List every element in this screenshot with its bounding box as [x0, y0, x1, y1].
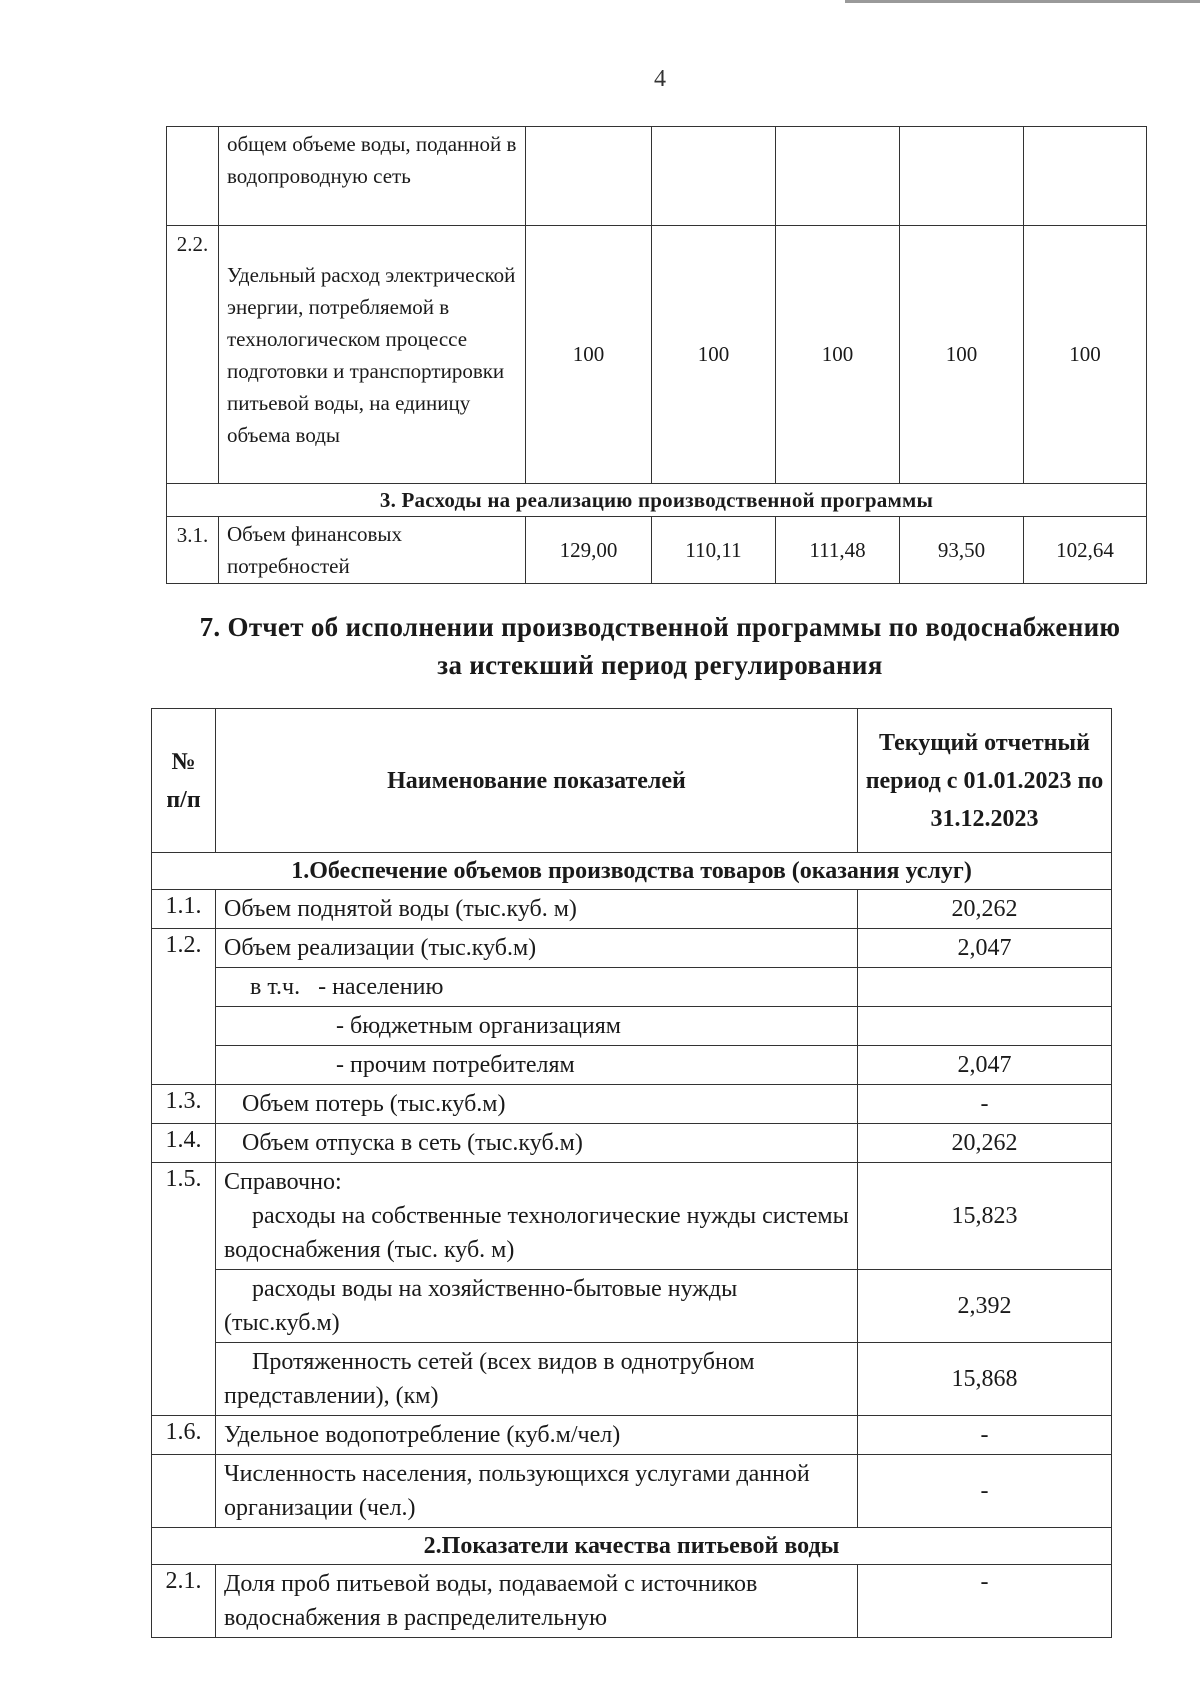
- indicator-name-cell: [216, 1343, 858, 1416]
- table-row: [152, 1007, 1112, 1046]
- header-period: Текущий отчетный период с 01.01.2023 по 31.12.2023: [858, 709, 1112, 853]
- value-cell: [900, 127, 1024, 226]
- value-cell: [526, 127, 652, 226]
- indicator-name-cell: [216, 1163, 858, 1270]
- indicator-name-cell: - прочим потребителям: [216, 1046, 858, 1085]
- header-number: № п/п: [152, 709, 216, 853]
- value-cell: 100: [526, 226, 652, 484]
- value-cell: 15,868: [858, 1343, 1112, 1416]
- value-cell: 20,262: [858, 1124, 1112, 1163]
- row-number-cell: 3.1.: [167, 517, 219, 584]
- indicator-name-cell: Доля проб питьевой воды, подаваемой с источников водоснабжения в распределительную: [216, 1565, 858, 1638]
- table-section-header: [167, 484, 1147, 517]
- indicator-name-cell: Объем финансовых потребностей: [219, 517, 526, 584]
- heading-line-1: 7. Отчет об исполнении производственной программы по водоснабжению: [199, 612, 1121, 642]
- value-cell: -: [858, 1416, 1112, 1455]
- row-number-cell: 1.2.: [152, 929, 216, 1085]
- indicator-name-cell: Объем потерь (тыс.куб.м): [216, 1085, 858, 1124]
- value-cell: 2,047: [858, 929, 1112, 968]
- indicator-name-cell: Удельный расход электрической энергии, потребляемой в технологическом процессе подготовки и транспортировки питьевой воды, на единицу объема воды: [219, 226, 526, 484]
- table-row: [152, 968, 1112, 1007]
- value-cell: -: [858, 1565, 1112, 1638]
- section-title: 1.Обеспечение объемов производства товаров (оказания услуг): [152, 853, 1112, 890]
- indicator-name-cell: Объем реализации (тыс.куб.м): [216, 929, 858, 968]
- value-cell: 129,00: [526, 517, 652, 584]
- table-row: [152, 1455, 1112, 1528]
- indicator-name-cell: [216, 968, 858, 1007]
- indicator-name-cell: Численность населения, пользующихся услугами данной организации (чел.): [216, 1455, 858, 1528]
- scan-edge-line: [845, 0, 1200, 3]
- value-cell: [1024, 127, 1147, 226]
- indicator-name-cell: Объем отпуска в сеть (тыс.куб.м): [216, 1124, 858, 1163]
- table-row: [152, 890, 1112, 929]
- value-cell: 111,48: [776, 517, 900, 584]
- row-number-cell: [167, 127, 219, 226]
- indicator-name-cell: общем объеме воды, поданной в водопроводную сеть: [219, 127, 526, 226]
- row-number-cell: 1.1.: [152, 890, 216, 929]
- value-cell: 100: [652, 226, 776, 484]
- value-cell: 100: [776, 226, 900, 484]
- table-row: [152, 1416, 1112, 1455]
- indicator-name-cell: - бюджетным организациям: [216, 1007, 858, 1046]
- table-row: [152, 1343, 1112, 1416]
- table-row: [167, 226, 1147, 484]
- subrow-label: - населению: [318, 974, 444, 1000]
- heading-line-2: за истекший период регулирования: [437, 650, 883, 680]
- table-row: [167, 517, 1147, 584]
- reference-item-text: расходы на собственные технологические нужды системы водоснабжения (тыс. куб. м): [224, 1203, 849, 1263]
- value-cell: 100: [900, 226, 1024, 484]
- table-row: [152, 1565, 1112, 1638]
- table-row: [167, 127, 1147, 226]
- indicator-name-cell: Удельное водопотребление (куб.м/чел): [216, 1416, 858, 1455]
- value-cell: 15,823: [858, 1163, 1112, 1270]
- table-row: [152, 1085, 1112, 1124]
- row-number-cell: 1.4.: [152, 1124, 216, 1163]
- row-number-cell: 2.2.: [167, 226, 219, 484]
- table-header-row: [152, 709, 1112, 853]
- value-cell: 2,392: [858, 1270, 1112, 1343]
- production-program-table-continued: [166, 126, 1147, 584]
- value-cell: [652, 127, 776, 226]
- indicator-name-cell: Объем поднятой воды (тыс.куб. м): [216, 890, 858, 929]
- table-row: [152, 1124, 1112, 1163]
- reference-label: Справочно:: [224, 1169, 342, 1195]
- subrow-prefix: в т.ч.: [250, 974, 301, 1000]
- page-number: 4: [654, 66, 666, 92]
- water-supply-report-table: [151, 708, 1112, 1638]
- value-cell: [858, 1007, 1112, 1046]
- indicator-name-cell: [216, 1270, 858, 1343]
- reference-item: [224, 1199, 849, 1267]
- value-cell: 93,50: [900, 517, 1024, 584]
- reference-item-text: расходы воды на хозяйственно-бытовые нужды (тыс.куб.м): [224, 1276, 738, 1336]
- table-section-header: [152, 1528, 1112, 1565]
- value-cell: 20,262: [858, 890, 1112, 929]
- value-cell: [858, 968, 1112, 1007]
- header-indicator-name: Наименование показателей: [216, 709, 858, 853]
- value-cell: [776, 127, 900, 226]
- row-number-cell: 2.1.: [152, 1565, 216, 1638]
- table-row: [152, 1046, 1112, 1085]
- row-number-cell: 1.6.: [152, 1416, 216, 1455]
- value-cell: 110,11: [652, 517, 776, 584]
- table-section-header: [152, 853, 1112, 890]
- table-row: [152, 1270, 1112, 1343]
- section-title: 2.Показатели качества питьевой воды: [152, 1528, 1112, 1565]
- value-cell: -: [858, 1455, 1112, 1528]
- row-number-cell: [152, 1455, 216, 1528]
- value-cell: 2,047: [858, 1046, 1112, 1085]
- section-heading: [0, 608, 1200, 684]
- row-number-cell: 1.5.: [152, 1163, 216, 1416]
- reference-item-text: Протяженность сетей (всех видов в однотрубном представлении), (км): [224, 1349, 755, 1409]
- row-number-cell: 1.3.: [152, 1085, 216, 1124]
- value-cell: 100: [1024, 226, 1147, 484]
- value-cell: -: [858, 1085, 1112, 1124]
- section-title: 3. Расходы на реализацию производственной программы: [167, 484, 1147, 517]
- table-row: [152, 1163, 1112, 1270]
- table-row: [152, 929, 1112, 968]
- value-cell: 102,64: [1024, 517, 1147, 584]
